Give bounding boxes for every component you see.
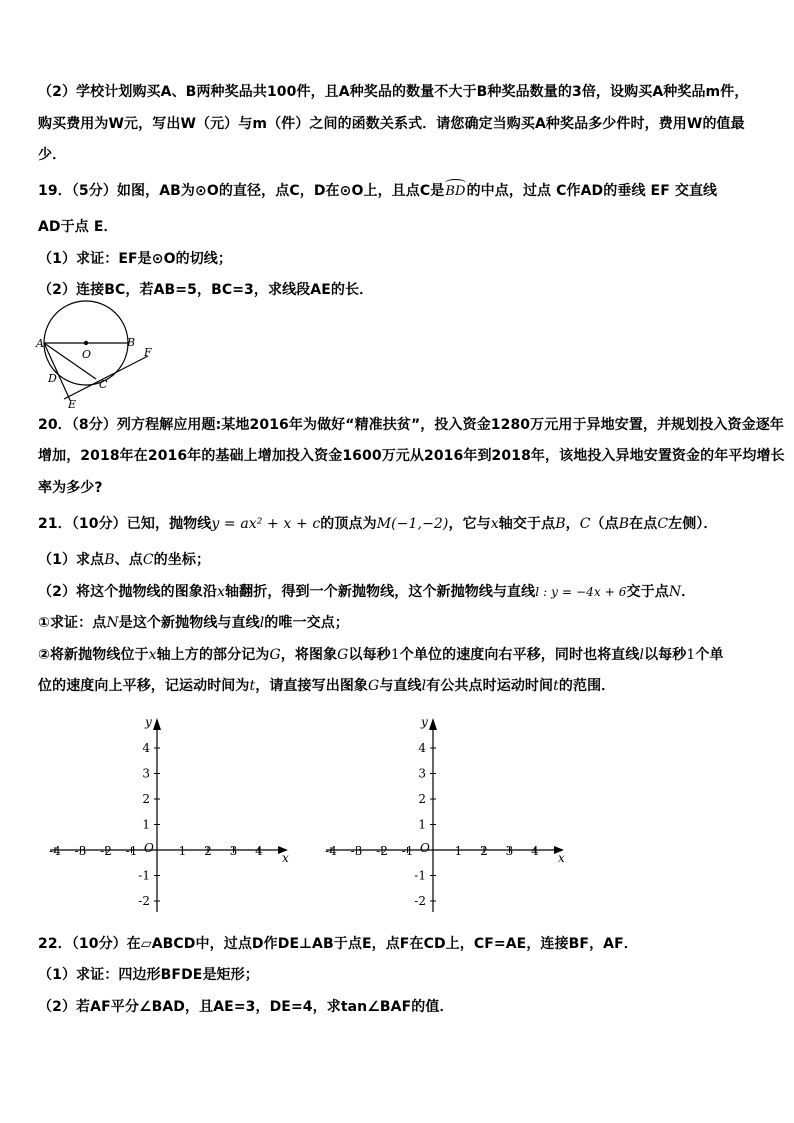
q20-line1: 20．（8分）列方程解应用题:某地2016年为做好“精准扶贫”，投入资金1280万元用于异地安置，并规划投入资金逐年 [38,417,784,433]
point-c: C [579,516,591,532]
q21-text-a: 21．（10分）已知，抛物线 [38,516,212,532]
q21-circle2-cont [38,677,758,695]
y-axis-label: y [421,715,428,729]
q21-text-d: 轴交于点 [498,516,556,532]
line-l: l [639,647,645,663]
x-tick-label: -2 [100,844,112,858]
q19-circle-figure [30,300,160,410]
x-tick-label: -1 [125,844,138,858]
y-tick-label: -1 [414,868,426,883]
line-l: l [259,615,265,631]
arc-mark [445,179,465,187]
var-x: x [217,584,226,600]
q21-c2-e: 个单位的速度向右平移，同时也将直线 [399,647,640,663]
label-b: B [127,336,136,349]
number-one: 1 [686,647,696,663]
y-tick-label: -2 [138,894,150,908]
q18-part2-line1: （2）学校计划购买A、B两种奖品共100件，且A种奖品的数量不大于B种奖品数量的3倍，设购买A种奖品m件， [38,84,749,100]
var-t: t [249,678,256,694]
q21-c2-f: 以每秒 [644,647,687,663]
y-axis-arrow [153,718,161,730]
point-b: B [104,552,115,568]
line-l: l [421,678,427,694]
graph-g: G [269,647,281,663]
q21-c2-a: ②将新抛物线位于 [38,647,149,663]
y-axis-label: y [145,715,152,729]
x-axis-label: x [282,851,289,865]
x-tick-label: 4 [531,844,539,858]
center-dot [84,341,88,345]
arc-label: BD [445,184,466,199]
q19-sub2: （2）连接BC，若AB=5，BC=3，求线段AE的长． [38,282,374,298]
y-tick-label: 4 [142,741,150,755]
y-tick-label: 4 [418,741,426,755]
axes-group [49,715,289,912]
q21-c3-b: ，请直接写出图象 [255,678,369,694]
label-e: E [68,398,77,411]
q21-c3-c: 与直线 [379,678,422,694]
q21-c2-d: 以每秒 [348,647,391,663]
q21-c1-c: 的唯一交点； [264,615,349,631]
q21-s2-a: （2）将这个抛物线的图象沿 [38,584,218,600]
var-t: t [553,678,559,694]
label-d: D [48,372,57,385]
y-axis-arrow [429,718,437,730]
q21-text-b: 的顶点为 [320,516,377,532]
point-n: N [106,615,119,631]
point-c: C [142,552,154,568]
x-tick-label: 4 [255,844,263,858]
x-axis-label: x [558,851,565,865]
q20-line3: 率为多少? [38,480,103,496]
label-o: O [82,348,92,361]
y-tick-label: 2 [142,792,150,806]
q19-sub1: （1）求证：EF是⊙O的切线； [38,251,232,267]
coordinate-axes-right [316,712,576,922]
x-tick-label: -4 [49,844,61,858]
number-one: 1 [390,647,400,663]
q21-sub1 [38,551,758,569]
q21-text-g: 在点 [629,516,658,532]
q21-c2-c: ，将图象 [280,647,338,663]
y-tick-label: 1 [142,817,150,832]
q21-s2-b: 轴翻折，得到一个新抛物线，这个新抛物线与直线 [225,584,536,600]
q21-s1-b: 、点 [114,552,143,568]
q21-c1-a: ①求证：点 [38,615,107,631]
q21-c3-e: 的范围． [558,678,616,694]
var-x: x [490,516,499,532]
x-tick-label: 3 [505,844,514,858]
q21-c3-d: 有公共点时运动时间 [426,678,554,694]
x-tick-label: 1 [178,844,187,858]
x-tick-label: 2 [204,844,212,858]
q22-sub1: （1）求证：四边形BFDE是矩形； [38,967,259,983]
q19-line1 [38,182,758,201]
y-tick-label: 2 [418,792,426,806]
origin-label: O [420,841,430,855]
graph-g: G [337,647,349,663]
point-b: B [555,516,566,532]
q19-line2: AD于点 E． [38,219,118,235]
label-c: C [99,378,108,391]
x-tick-label: -2 [376,844,388,858]
q21-text-h: 左侧）． [668,516,718,532]
q22-line1: 22．（10分）在▱ABCD中，过点D作DE⊥AB于点E，点F在CD上，CF=AE，连接BF，AF． [38,936,638,952]
q21-circle2 [38,646,758,664]
q21-s1-c: 的坐标； [153,552,211,568]
q22-sub2: （2）若AF平分∠BAD，且AE=3，DE=4，求tan∠BAF的值． [38,999,454,1015]
q19-text-b: 的中点，过点 C作AD的垂线 EF 交直线 [466,183,718,199]
q21-c2-g: 个单 [695,647,724,663]
label-a: A [36,337,44,350]
x-tick-label: -3 [350,844,363,858]
q20-line2: 增加，2018年在2016年的基础上增加投入资金1600万元从2016年到2018年，该地投入异地安置资金的年平均增长 [38,448,785,464]
x-tick-label: 1 [454,844,463,858]
point-b: B [618,516,630,532]
vertex-m: M(−1,−2) [376,516,449,532]
q21-line1 [38,515,758,533]
y-tick-label: 3 [142,766,150,781]
q21-s2-c: 交于点 [626,584,669,600]
q21-c2-b: 轴上方的部分记为 [156,647,270,663]
x-tick-label: 3 [229,844,238,858]
line-l-equation: l : y = −4x + 6 [535,585,627,599]
q21-text-f: （点 [590,516,619,532]
q21-s2-d: ． [681,584,696,600]
parabola-equation: y = ax² + x + c [211,516,321,532]
q21-sub2 [38,583,758,601]
y-tick-label: 3 [418,766,426,781]
label-f: F [144,346,152,359]
origin-label: O [144,841,154,855]
q21-s1-a: （1）求点 [38,552,105,568]
q21-text-c: ，它与 [448,516,491,532]
x-tick-label: -3 [74,844,87,858]
arc-bd [444,183,466,201]
y-tick-label: -2 [414,894,426,908]
coordinate-axes-left [40,712,300,922]
x-tick-label: -1 [401,844,414,858]
graph-g: G [368,678,380,694]
q21-c1-b: 是这个新抛物线与直线 [118,615,260,631]
x-tick-label: 2 [480,844,488,858]
q19-text-a: 19．（5分）如图，AB为⊙O的直径，点C，D在⊙O上，且点C是 [38,183,445,199]
y-tick-label: -1 [138,868,150,883]
q18-part2-line2: 购买费用为W元，写出W（元）与m（件）之间的函数关系式．请您确定当购买A种奖品多少件时，费用W的值最 [38,116,745,132]
point-c: C [657,516,669,532]
y-tick-label: 1 [418,817,426,832]
point-n: N [668,584,682,600]
q21-c3-a: 位的速度向上平移，记运动时间为 [38,678,250,694]
var-x: x [148,647,157,663]
axes-group [325,715,565,912]
q21-circle1 [38,614,758,632]
q18-part2-line3: 少． [38,147,67,163]
x-tick-label: -4 [325,844,337,858]
q21-text-e: ， [565,516,580,532]
